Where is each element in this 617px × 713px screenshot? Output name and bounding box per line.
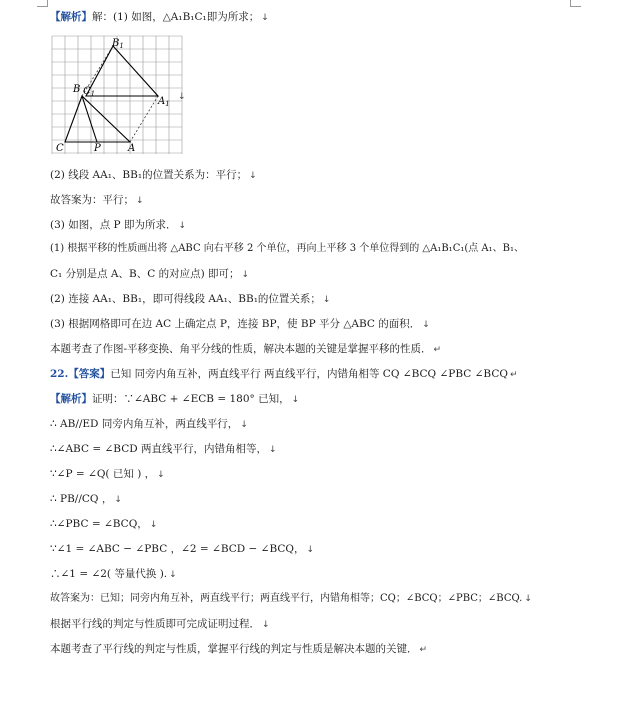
line-text: ∴∠1 = ∠2( 等量代换 ).: [50, 568, 168, 580]
solution-line-3: [50, 193, 144, 208]
label-b: B: [73, 84, 81, 95]
return-mark: ↓: [306, 545, 315, 555]
return-mark: ↵: [509, 370, 518, 380]
triangle-a1b1c1: [86, 46, 158, 96]
line-text: 证明：∵∠ABC + ∠ECB = 180° 已知，: [92, 393, 290, 405]
return-mark: ↓: [169, 570, 177, 580]
analysis-tag: 【解析】: [50, 11, 92, 23]
label-a: A: [128, 143, 136, 154]
line-text: 本题考查了平行线的判定与性质，掌握平行线的判定与性质是解决本题的关键．: [50, 643, 418, 655]
proof-conclusion-line: [50, 642, 427, 657]
return-mark: ↓: [136, 196, 144, 206]
page-corner-mark-left: [37, 0, 48, 7]
proof-method-line: [50, 617, 270, 632]
return-mark: ↓: [291, 395, 300, 405]
line-text: ∴∠ABC = ∠BCD 两直线平行，内错角相等，: [50, 443, 267, 455]
return-mark: ↓: [322, 295, 331, 305]
line-text: ∴∠PBC = ∠BCQ，: [50, 518, 148, 530]
solution-line-9: [50, 342, 441, 357]
proof-line-2: [50, 417, 248, 432]
label-b1: $B_1$: [112, 38, 124, 50]
return-mark: ↓: [241, 270, 250, 280]
line-text: 解：(1) 如图，△A₁B₁C₁即为所求；: [92, 11, 260, 23]
proof-line-6: [50, 517, 157, 532]
grid-figure: [50, 34, 185, 156]
line-text: (2) 连接 AA₁、BB₁，即可得线段 AA₁、BB₁的位置关系；: [50, 293, 321, 305]
proof-line-3: [50, 442, 277, 457]
return-mark: ↓: [178, 221, 186, 231]
label-c1: $C_1$: [83, 86, 96, 98]
line-text: (3) 根据网格即可在边 AC 上确定点 P，连接 BP，使 BP 平分 △ABC 的面积．: [50, 318, 421, 330]
return-mark: ↵: [419, 645, 428, 655]
analysis-tag: 【解析】: [50, 393, 92, 405]
line-text: ∵∠1 = ∠ABC − ∠PBC ，∠2 = ∠BCD − ∠BCQ，: [50, 543, 305, 555]
page-corner-mark-right: [570, 0, 581, 7]
label-a1: $A_1$: [158, 96, 170, 108]
figure-return-mark: ↓: [178, 92, 186, 102]
line-text: 已知 同旁内角互补，两直线平行 两直线平行，内错角相等 CQ ∠BCQ ∠PBC ∠BCQ: [110, 368, 508, 380]
solution-line-6: [50, 267, 249, 282]
triangle-abc: [65, 96, 130, 142]
solution-line-5: [50, 242, 526, 256]
return-mark: ↓: [268, 445, 277, 455]
solution-line-2: [50, 168, 257, 183]
return-mark: ↓: [249, 171, 257, 181]
proof-line-8: [50, 567, 177, 582]
return-mark: ↓: [524, 594, 532, 604]
line-text: (1) 根据平移的性质画出将 △ABC 向右平移 2 个单位，再向上平移 3 个单位得到的 △A₁B₁C₁(点 A₁、B₁、: [50, 243, 525, 254]
line-text: ∵∠P = ∠Q( 已知 ) ，: [50, 468, 156, 480]
line-text: ∴ PB//CQ ，: [50, 493, 113, 505]
answer-line-22: [50, 367, 518, 382]
line-text: C₁ 分别是点 A、B、C 的对应点) 即可；: [50, 268, 240, 280]
solution-line-4: [50, 218, 186, 233]
solution-line-8: [50, 317, 430, 332]
proof-summary-line: [50, 592, 532, 606]
solution-line-7: [50, 292, 330, 307]
line-text: 故答案为：已知；同旁内角互补，两直线平行；两直线平行，内错角相等；CQ；∠BCQ；∠PBC；∠BCQ.: [50, 593, 523, 604]
label-c: C: [56, 143, 64, 154]
return-mark: ↓: [114, 495, 122, 505]
line-text: 本题考查了作图-平移变换、角平分线的性质，解决本题的关键是掌握平移的性质．: [50, 343, 432, 355]
proof-line-5: [50, 492, 122, 507]
grid-lines: [52, 36, 182, 154]
return-mark: ↓: [261, 13, 269, 23]
return-mark: ↓: [262, 620, 270, 630]
return-mark: ↓: [240, 420, 248, 430]
proof-line-1: [50, 392, 299, 407]
proof-line-7: [50, 542, 314, 557]
return-mark: ↵: [433, 345, 442, 355]
return-mark: ↓: [157, 470, 165, 480]
return-mark: ↓: [422, 320, 430, 330]
line-text: ∴ AB//ED 同旁内角互补，两直线平行，: [50, 418, 239, 430]
line-text: 故答案为：平行；: [50, 194, 134, 206]
question-number: 22.: [50, 368, 69, 380]
proof-line-4: [50, 467, 165, 482]
solution-line-1: [50, 10, 269, 25]
line-text: (3) 如图，点 P 即为所求．: [50, 219, 177, 231]
line-text: (2) 线段 AA₁、BB₁的位置关系为：平行；: [50, 169, 248, 181]
line-text: 根据平行线的判定与性质即可完成证明过程．: [50, 618, 260, 630]
return-mark: ↓: [149, 520, 158, 530]
answer-tag: 【答案】: [68, 368, 111, 380]
label-p: P: [94, 143, 101, 154]
